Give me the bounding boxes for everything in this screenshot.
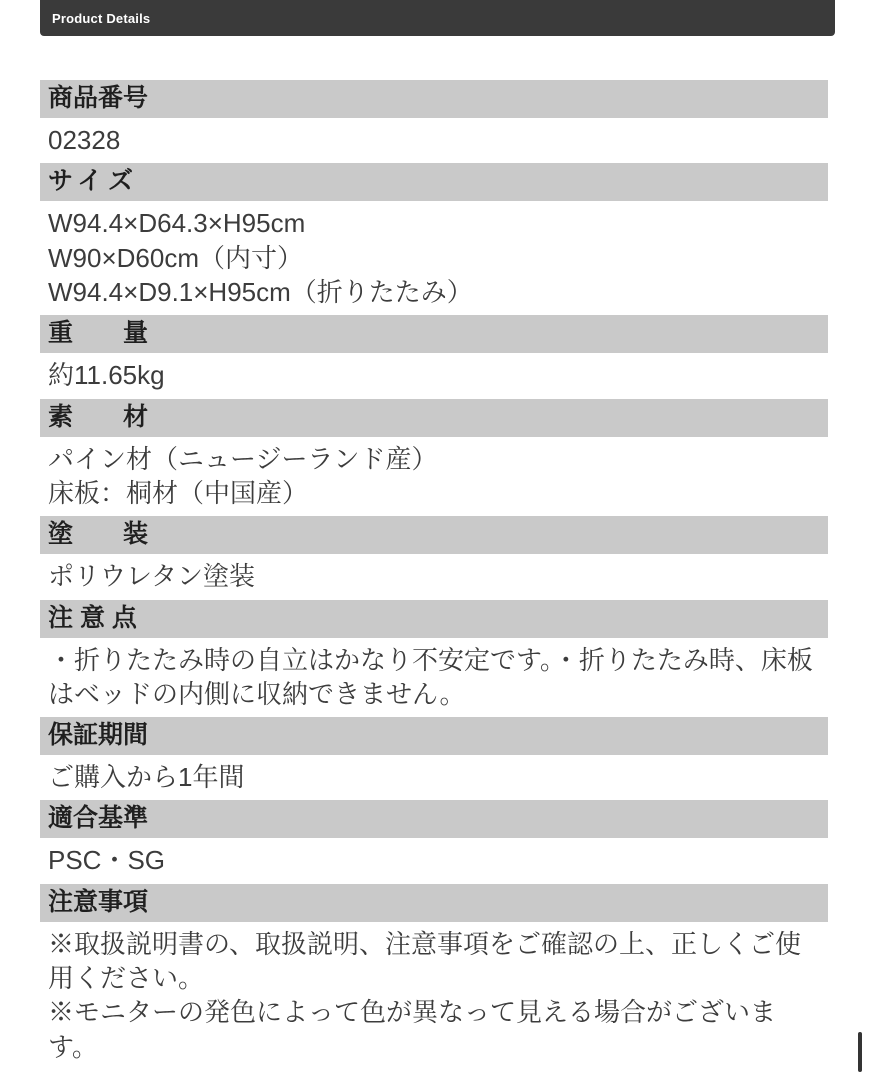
detail-row-value: [40, 353, 828, 398]
detail-row-value-line: ・折りたたみ時の自立はかなり不安定です。・折りたたみ時、床板はベッドの内側に収納できません。: [48, 644, 813, 709]
scrollbar-thumb[interactable]: [858, 1032, 862, 1072]
detail-row-value: [40, 838, 828, 883]
detail-row-value-line: W94.4×D64.3×H95cm: [48, 208, 306, 239]
detail-row-value-line: W94.4×D9.1×H95cm（折りたたみ）: [48, 276, 473, 307]
detail-row-value: [40, 755, 828, 800]
detail-row-value-line: パイン材（ニュージーランド産）: [48, 443, 438, 474]
detail-row-value: [40, 638, 828, 718]
detail-row-value: [40, 437, 828, 517]
detail-row-value-line: 約11.65kg: [48, 360, 165, 391]
detail-row-value-line: ※モニターの発色によって色が異なって見える場合がございます。: [48, 997, 777, 1062]
detail-row-value: [40, 922, 828, 1070]
product-details-table: [40, 80, 828, 1070]
detail-row-value-line: 02328: [48, 125, 121, 155]
detail-row-value: [40, 118, 828, 163]
detail-row-label: 保証期間: [40, 717, 828, 755]
detail-row-value-line: 床板：桐材（中国産）: [48, 477, 309, 508]
product-details-header: [40, 0, 835, 36]
detail-row-value-line: PSC・SG: [48, 845, 166, 876]
detail-row-value-line: ご購入から1年間: [48, 762, 245, 793]
detail-row-value: [40, 554, 828, 599]
detail-row-label: 適合基準: [40, 800, 828, 838]
detail-row-label: 塗 装: [40, 516, 828, 554]
detail-row-label: 注意事項: [40, 884, 828, 922]
detail-row-label: 商品番号: [40, 80, 828, 118]
detail-row-value-line: ポリウレタン塗装: [48, 561, 255, 592]
page-title: Product Details: [52, 10, 151, 26]
detail-row-label: 重 量: [40, 315, 828, 353]
detail-row-label: 注 意 点: [40, 600, 828, 638]
detail-row-value: [40, 201, 828, 315]
detail-row-value-line: ※取扱説明書の、取扱説明、注意事項をご確認の上、正しくご使用ください。: [48, 928, 801, 994]
detail-row-value-line: W90×D60cm（内寸）: [48, 242, 303, 273]
detail-row-label: 素 材: [40, 399, 828, 437]
detail-row-label: サイズ: [40, 163, 828, 201]
